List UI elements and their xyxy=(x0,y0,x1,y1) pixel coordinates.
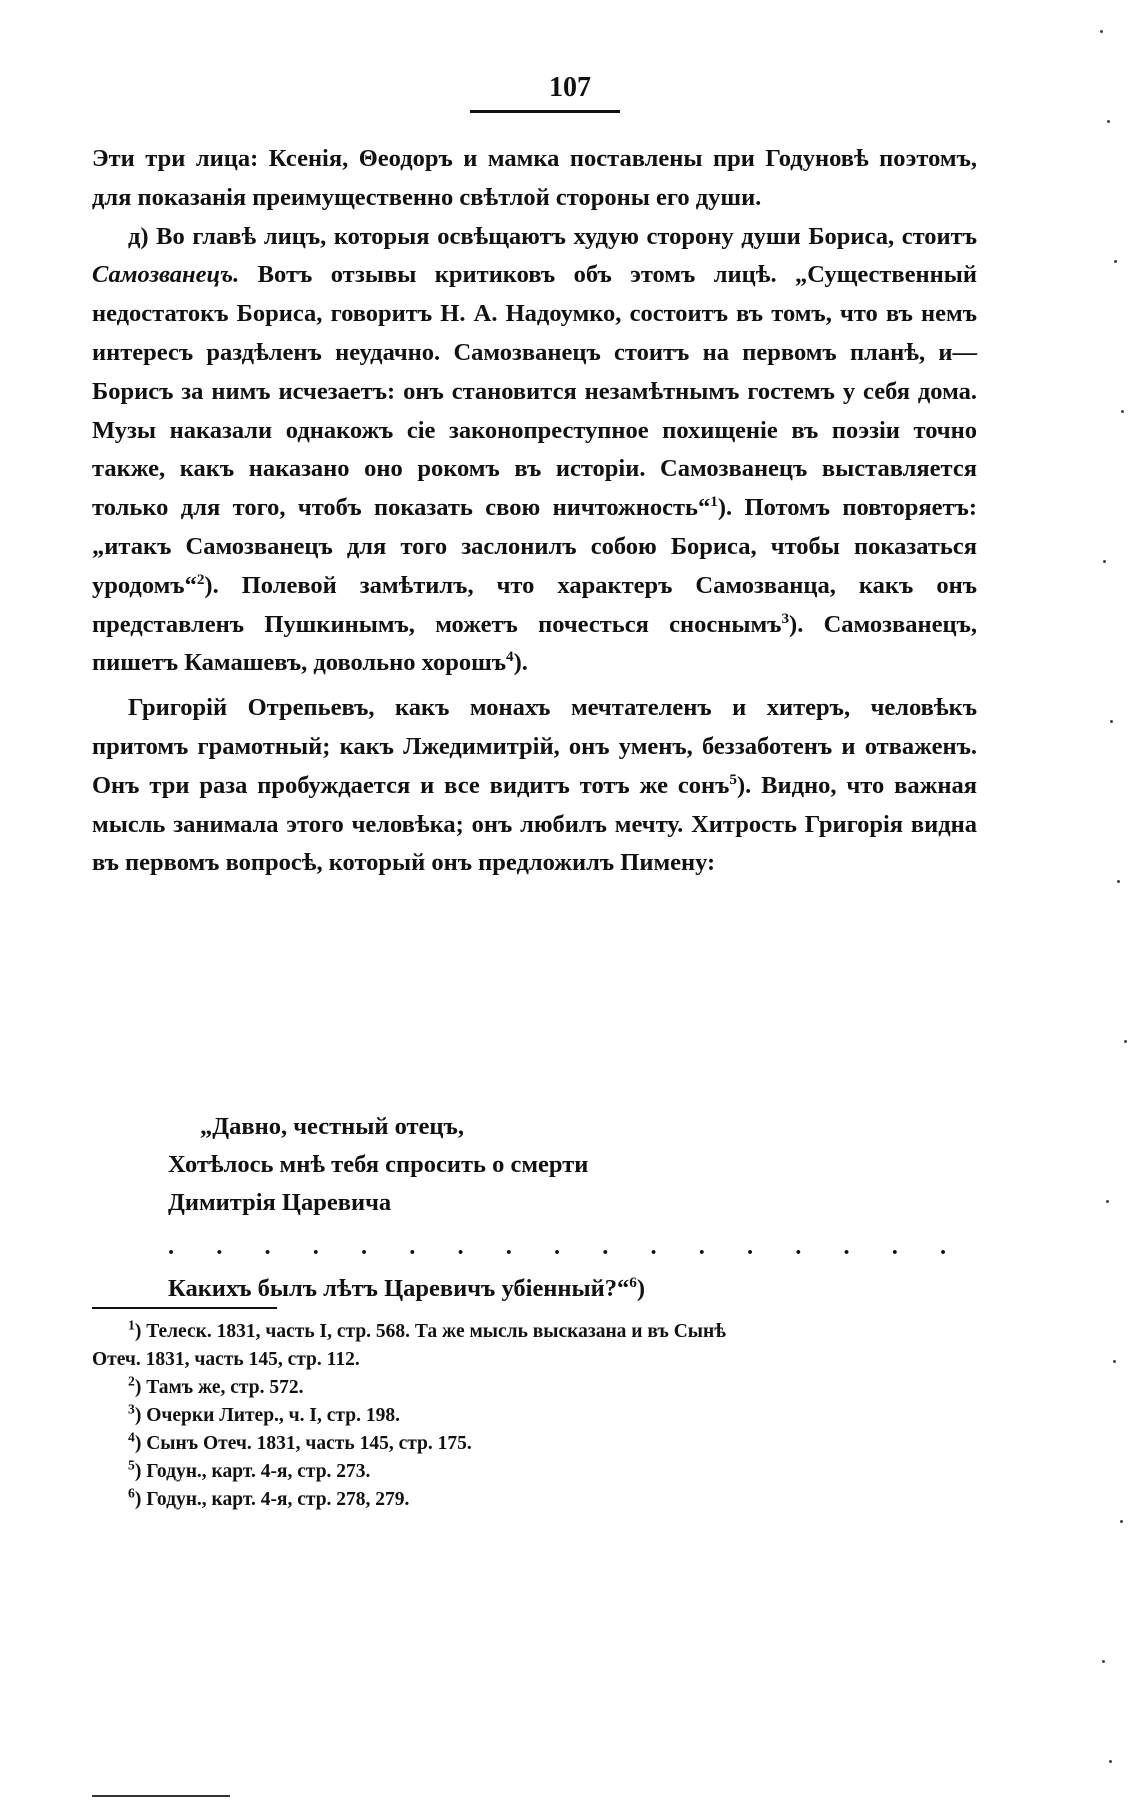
scan-speck xyxy=(1120,1520,1123,1523)
footnote-ref-3[interactable]: 3 xyxy=(781,609,790,627)
paragraph-1-text: Эти три лица: Ксенія, Θеодоръ и мамка поставлены при Годуновѣ поэтомъ, для показанія преимущественно свѣтлой стороны его души. xyxy=(92,145,977,211)
footnote-mark-3: 3 xyxy=(128,1401,135,1417)
footnote-mark-6: 6 xyxy=(128,1485,135,1501)
page-number: 107 xyxy=(549,72,591,103)
footnote-mark-4: 4 xyxy=(128,1429,135,1445)
footnote-1-cont-text: Отеч. 1831, часть 145, стр. 112. xyxy=(92,1349,360,1370)
footnote-4 xyxy=(92,1430,977,1458)
footnote-ref-2[interactable]: 2 xyxy=(196,570,205,588)
scan-speck xyxy=(1110,720,1113,723)
footnote-5 xyxy=(92,1458,977,1486)
footnotes xyxy=(92,1318,977,1514)
footnote-mark-5: 5 xyxy=(128,1457,135,1473)
verse-line-4-text: Какихъ былъ лѣтъ Царевичъ убіенный?“ xyxy=(168,1275,630,1302)
main-text xyxy=(92,140,977,883)
footnote-6 xyxy=(92,1486,977,1514)
footnote-ref-1[interactable]: 1 xyxy=(710,493,718,511)
footnote-mark-1: 1 xyxy=(128,1317,135,1333)
footnote-ref-4[interactable]: 4 xyxy=(506,648,514,666)
verse-line-4-end: ) xyxy=(636,1275,646,1302)
footnote-1-text: ) Телеск. 1831, часть I, стр. 568. Та же мысль высказана и въ Сынѣ xyxy=(134,1321,726,1342)
footnote-mark-2: 2 xyxy=(128,1373,135,1389)
scan-speck xyxy=(1124,1040,1127,1043)
scan-speck xyxy=(1117,880,1120,883)
scan-speck xyxy=(1109,1760,1112,1763)
footnote-rule xyxy=(92,1307,277,1309)
scan-speck xyxy=(1114,260,1117,263)
footnote-2 xyxy=(92,1374,977,1402)
scan-speck xyxy=(1100,30,1103,33)
footnote-1 xyxy=(92,1318,977,1346)
footnote-1-continued xyxy=(92,1346,977,1374)
verse-line-4 xyxy=(92,1270,977,1308)
footnote-6-text: ) Годун., карт. 4-я, стр. 278, 279. xyxy=(134,1489,410,1510)
paragraph-2-text-e: ). Самозванецъ, пишетъ Камашевъ, довольно хорошъ xyxy=(92,610,977,677)
scan-speck xyxy=(1107,120,1110,123)
scan-speck xyxy=(1102,1660,1105,1663)
footnote-2-text: ) Тамъ же, стр. 572. xyxy=(134,1377,304,1398)
scan-speck xyxy=(1113,1360,1116,1363)
paragraph-1 xyxy=(92,140,977,218)
footnote-3-text: ) Очерки Литер., ч. I, стр. 198. xyxy=(134,1405,400,1426)
footnote-ref-5[interactable]: 5 xyxy=(729,770,737,788)
paragraph-3-text-a: Григорій Отрепьевъ, какъ монахъ мечтателенъ и хитеръ, человѣкъ притомъ грамотный; какъ Лжедимитрій, онъ уменъ, беззаботенъ и отваженъ. Онъ три раза пробуждается и все видитъ тотъ же сонъ xyxy=(92,694,977,799)
paragraph-3-text-b: ). Видно, что важная мысль занимала этого человѣка; онъ любилъ мечту. Хитрость Григорія видна въ первомъ вопросѣ, который онъ предложилъ Пимену: xyxy=(92,771,977,877)
bottom-scan-rule xyxy=(92,1795,230,1797)
scan-speck xyxy=(1106,1200,1109,1203)
footnote-3 xyxy=(92,1402,977,1430)
scan-edge-specks xyxy=(1080,0,1140,1813)
footnote-ref-6[interactable]: 6 xyxy=(629,1273,637,1291)
paragraph-2-text-c: ). Потомъ повторяетъ: „итакъ Самозванецъ для того заслонилъ собою Бориса, чтобы показаться уродомъ“ xyxy=(92,494,977,599)
paragraph-2-italic: Самозванецъ. xyxy=(92,261,240,289)
footnote-5-text: ) Годун., карт. 4-я, стр. 273. xyxy=(134,1461,371,1482)
verse-line-2: Хотѣлось мнѣ тебя спросить о смерти xyxy=(168,1151,589,1178)
verse-ellipsis: . . . . . . . . . . . . . . . . . xyxy=(168,1233,965,1260)
verse-line-3: Димитрія Царевича xyxy=(168,1189,392,1216)
paragraph-2-text-b: Вотъ отзывы критиковъ объ этомъ лицѣ. „Существенный недостатокъ Бориса, говоритъ Н. А. Надоумко, состоитъ въ томъ, что въ немъ интересъ раздѣленъ неудачно. Самозванецъ стоитъ на первомъ планѣ, и—Борисъ за нимъ исчезаетъ: онъ становится незамѣтнымъ гостемъ у себя дома. Музы наказали однакожъ сіе законопреступное похищеніе въ поэзіи точно также, какъ наказано оно рокомъ въ исторіи. Самозванецъ выставляется только для того, чтобъ показать свою ничтожность“ xyxy=(92,261,977,522)
header-rule xyxy=(470,110,620,113)
paragraph-2-text-a: д) Во главѣ лицъ, которыя освѣщаютъ худую сторону души Бориса, стоитъ xyxy=(128,222,977,250)
verse-quote xyxy=(92,1108,977,1308)
scan-speck xyxy=(1121,410,1124,413)
paragraph-3 xyxy=(92,689,977,883)
footnote-4-text: ) Сынъ Отеч. 1831, часть 145, стр. 175. xyxy=(134,1433,472,1454)
paragraph-2 xyxy=(92,218,977,684)
paragraph-2-text-d: ). Полевой замѣтилъ, что характеръ Самозванца, какъ онъ представленъ Пушкинымъ, можетъ почестьcя сноснымъ xyxy=(92,571,977,638)
scan-speck xyxy=(1103,560,1106,563)
paragraph-2-text-f: ). xyxy=(513,649,528,677)
verse-line-1: „Давно, честный отецъ, xyxy=(200,1113,464,1140)
